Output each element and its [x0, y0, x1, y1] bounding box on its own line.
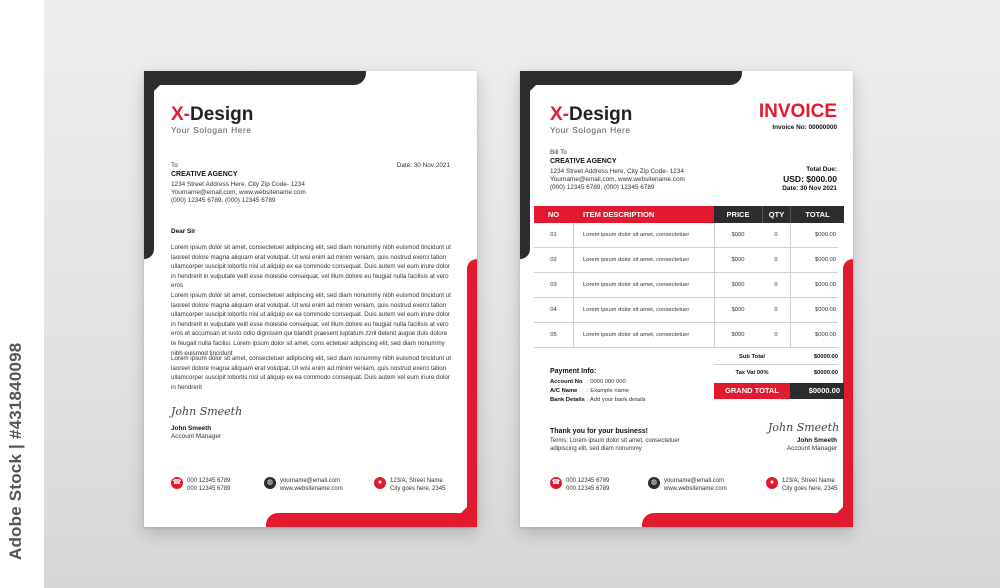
- row-total: $000.00: [815, 307, 836, 313]
- bottom-right-corner-notch: [835, 505, 845, 515]
- brand-logo: [171, 104, 253, 126]
- account-no-label: Account No: [550, 379, 583, 385]
- row-no: 01: [550, 232, 557, 238]
- thank-you-note: Thank you for your business!: [550, 428, 649, 435]
- ac-name-value: : Example name: [587, 388, 629, 394]
- invoice-date: Date: 30 Nov 2021: [782, 185, 837, 192]
- globe-icon: ◍: [264, 477, 276, 489]
- location-pin-icon: ●: [766, 477, 778, 489]
- col-header-price: PRICE: [714, 206, 762, 223]
- footer-website: www.websitename.com: [280, 486, 343, 493]
- grand-total-value: $0000.00: [808, 386, 840, 395]
- footer-website: www.websitename.com: [664, 486, 727, 493]
- row-description: Lorem ipsum dolor sit amet, consectetuer: [583, 282, 690, 288]
- location-pin-icon: ●: [374, 477, 386, 489]
- table-row: [534, 323, 838, 348]
- logo-design: Design: [190, 104, 254, 125]
- bill-to-contact: Yourname@email.com, www.websitename.com: [550, 176, 685, 183]
- signer-name: John Smeeth: [796, 437, 837, 444]
- terms-line-2: adipiscing elit, sed diam nonummy: [550, 446, 642, 452]
- account-no-value: : 0000 000 000: [587, 379, 626, 385]
- footer-address-1: 123/A, Street Name: [390, 478, 443, 484]
- col-header-total: TOTAL: [790, 206, 844, 223]
- left-dark-band: [144, 71, 154, 259]
- footer-phone-1: 000 12345 6789: [187, 478, 231, 484]
- footer-address-2: City goes here, 2345: [390, 486, 446, 493]
- footer-phone-2: 000 12345 6789: [566, 486, 610, 493]
- greeting: Dear Sir: [171, 228, 196, 235]
- bank-details-value: : Add your bank details: [587, 397, 646, 403]
- left-dark-band: [520, 71, 530, 259]
- row-description: Lorem ipsum dolor sit amet, consectetuer: [583, 307, 690, 313]
- row-price: $000: [731, 257, 745, 263]
- bottom-right-corner-notch: [459, 505, 469, 515]
- stock-watermark-text: Adobe Stock | #431840098: [6, 342, 25, 560]
- stock-watermark-strip: [0, 0, 44, 588]
- terms-line-1: Terms: Lorem ipsum dolor sit amet, consectetuer: [550, 438, 680, 444]
- right-red-band: [467, 259, 477, 527]
- payment-info-title: Payment Info:: [550, 368, 597, 375]
- to-label: To: [171, 162, 178, 169]
- footer-address-2: City goes here, 2345: [782, 486, 838, 493]
- top-left-corner-notch: [152, 83, 162, 93]
- row-no: 05: [550, 332, 557, 338]
- recipient-phones: (000) 12345 6789, (000) 12345 6789: [171, 197, 276, 204]
- footer-phone-2: 000 12345 6789: [187, 486, 231, 493]
- row-qty: 0: [774, 282, 778, 288]
- letter-paragraph-2: Lorem ipsum dolor sit amet, consectetuer adipiscing elit, sed diam nonummy nibh euismod tincidunt ut laoreet dolore magna aliquam erat volutpat. Ut wisi enim ad minim veniam, quis nostrud exerci tation ullamcorper suscipit lobortis nisl ut aliquip ex ea commodo consequat. Duis autem vel eum iriure dolor in hendrerit in vulputate velit esse molestie consequat, vel illum dolore eu feugiat nulla facilisis at vero eros et accumsan et iusto odio dignissim qui blandit praesent luptatum zzril delenit augue duis dolore te feugait nulla facilisi. Lorem ipsum dolor sit amet, cons ectetuer adipiscing elit, sed diam nonummy nibh euismod tincidunt: [171, 292, 451, 357]
- row-no: 03: [550, 282, 557, 288]
- signer-title: Account Manager: [171, 433, 222, 440]
- signer-title: Account Manager: [786, 445, 837, 452]
- footer-phone-1: 000 12345 6789: [566, 478, 610, 484]
- signer-name: John Smeeth: [171, 425, 212, 432]
- bank-details-label: Bank Details: [550, 397, 585, 403]
- table-row: [534, 298, 838, 323]
- row-description: Lorem ipsum dolor sit amet, consectetuer: [583, 332, 690, 338]
- row-qty: 0: [774, 332, 778, 338]
- row-price: $000: [731, 332, 745, 338]
- letterhead-page: [144, 71, 477, 527]
- invoice-title: INVOICE: [758, 101, 837, 122]
- row-total: $000.00: [815, 232, 836, 238]
- brand-slogan: Your Sologan Here: [550, 125, 631, 135]
- recipient-company: CREATIVE AGENCY: [171, 171, 238, 178]
- col-header-qty: QTY: [762, 206, 790, 223]
- letter-paragraph-3: Lorem ipsum dolor sit amet, consectetuer adipiscing elit, sed diam nonummy nibh euismod tincidunt ut laoreet dolore magna aliquam erat volutpat. Ut wisi enim ad minim veniam, quis nostrud exerci tation ullamcorper suscipit lobortis nisl ut aliquip ex ea commodo consequat. Duis autem vel eum iriure dolor in hendrerit: [171, 355, 451, 391]
- logo-x: X-: [550, 104, 569, 125]
- row-total: $000.00: [815, 332, 836, 338]
- table-row: [534, 223, 838, 248]
- row-qty: 0: [774, 232, 778, 238]
- table-row: [534, 248, 838, 273]
- row-qty: 0: [774, 307, 778, 313]
- footer-address-1: 123/A, Street Name: [782, 478, 835, 484]
- bottom-red-band: [266, 513, 477, 527]
- bottom-red-band: [642, 513, 853, 527]
- subtotal-label: Sub Total: [739, 354, 765, 360]
- top-left-corner-notch: [528, 83, 538, 93]
- recipient-contact: Yourname@email.com, www.websitename.com: [171, 189, 306, 196]
- row-no: 02: [550, 257, 557, 263]
- globe-icon: ◍: [648, 477, 660, 489]
- row-price: $000: [731, 307, 745, 313]
- logo-design: Design: [569, 104, 633, 125]
- logo-x: X-: [171, 104, 190, 125]
- bill-to-address: 1234 Street Address Here, City Zip Code- 1234: [550, 168, 684, 175]
- row-description: Lorem ipsum dolor sit amet, consectetuer: [583, 232, 690, 238]
- row-price: $000: [731, 232, 745, 238]
- total-due-label: Total Due:: [806, 166, 837, 173]
- row-no: 04: [550, 307, 557, 313]
- table-row: [534, 273, 838, 298]
- letter-paragraph-1: Lorem ipsum dolor sit amet, consectetuer adipiscing elit, sed diam nonummy nibh euismod tincidunt ut laoreet dolore magna aliquam erat volutpat. Ut wisi enim ad minim veniam, quis nostrud exerci tation ullamcorper suscipit lobortis nisl ut aliquip ex ea commodo consequat. Duis autem vel eum iriure dolor in hendrerit in vulputate velit esse molestie consequat, vel illum dolore eu feugiat nulla facilisis at vero eros: [171, 244, 451, 290]
- invoice-number: Invoice No: 00000000: [772, 124, 837, 131]
- subtotal-value: $0000.00: [813, 354, 838, 360]
- row-total: $000.00: [815, 257, 836, 263]
- bill-to-company: CREATIVE AGENCY: [550, 158, 617, 165]
- grand-total-label: GRAND TOTAL: [725, 386, 779, 395]
- signature: John Smeeth: [768, 421, 840, 434]
- tax-label: Tax Vat 00%: [735, 370, 769, 376]
- brand-slogan: Your Sologan Here: [171, 125, 252, 135]
- phone-icon: ☎: [171, 477, 183, 489]
- right-red-band: [843, 259, 853, 527]
- row-qty: 0: [774, 257, 778, 263]
- ac-name-label: A/C Name: [550, 388, 578, 394]
- signature: John Smeeth: [171, 405, 243, 418]
- col-header-no: NO: [534, 206, 573, 223]
- invoice-page: [520, 71, 853, 527]
- brand-logo: [550, 104, 632, 126]
- letter-date: Date: 30 Nov 2021: [396, 162, 450, 169]
- col-header-description: ITEM DESCRIPTION: [573, 206, 714, 223]
- phone-icon: ☎: [550, 477, 562, 489]
- footer-email: yourname@email.com: [664, 478, 725, 484]
- bill-to-phones: (000) 12345 6789, (000) 12345 6789: [550, 184, 655, 191]
- recipient-address: 1234 Street Address Here, City Zip Code- 1234: [171, 181, 305, 188]
- top-dark-band: [520, 71, 742, 85]
- row-total: $000.00: [815, 282, 836, 288]
- row-description: Lorem ipsum dolor sit amet, consectetuer: [583, 257, 690, 263]
- bill-to-label: Bill To: [550, 149, 567, 156]
- row-price: $000: [731, 282, 745, 288]
- footer-email: yourname@email.com: [280, 478, 341, 484]
- total-due-amount: USD: $000.00: [783, 174, 837, 184]
- totals-divider: [714, 364, 838, 365]
- tax-value: $0000.00: [813, 370, 838, 376]
- top-dark-band: [144, 71, 366, 85]
